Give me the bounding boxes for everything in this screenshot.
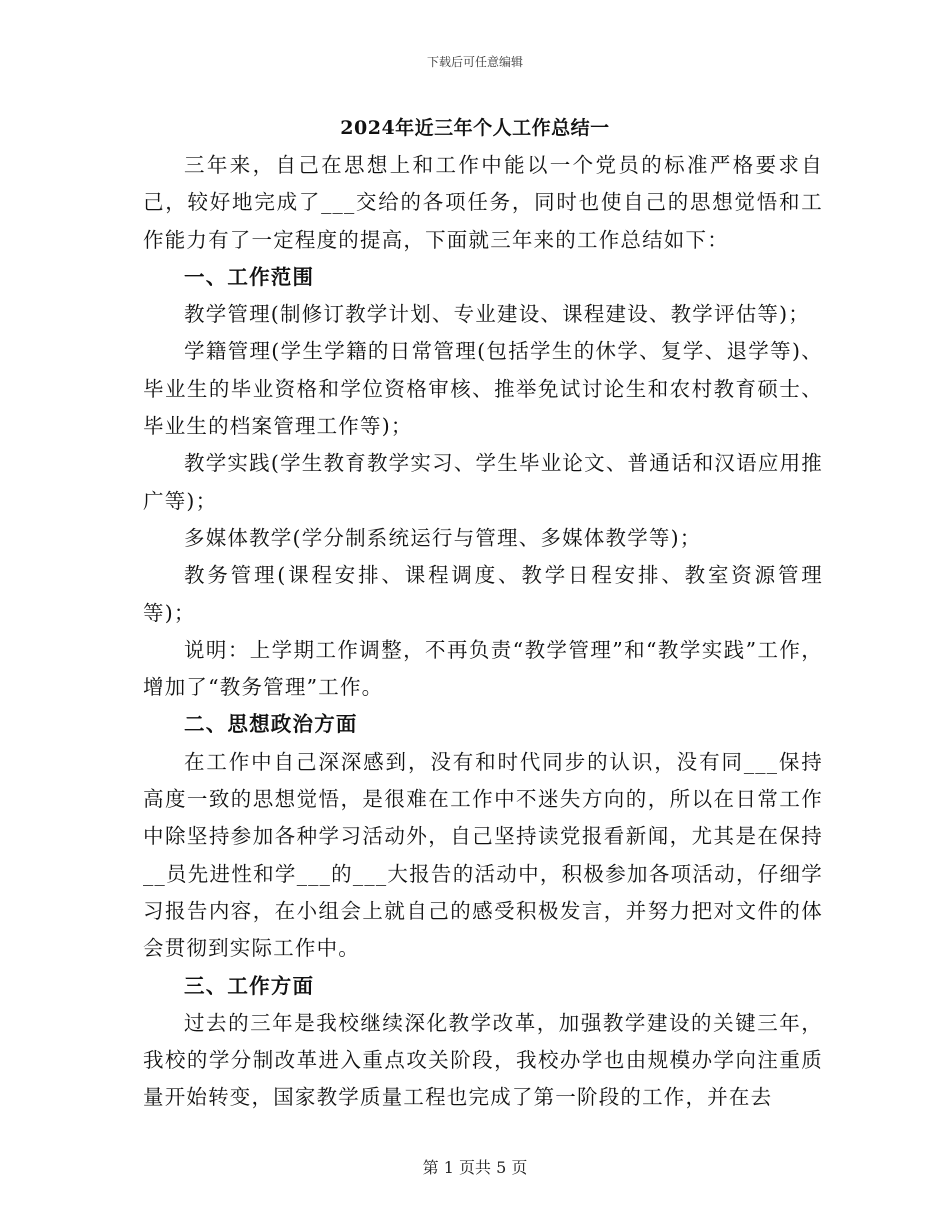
page-header: 下载后可任意编辑 [426,55,523,69]
paragraph-political: 在工作中自己深深感到，没有和时代同步的认识，没有同___保持高度一致的思想觉悟，是很难在工作中不迷失方向的，所以在日常工作中除坚持参加各种学习活动外，自己坚持读党报看新闻，尤其是在保持__员先进性和学___的___大报告的活动中，积极参加各项活动，仔细学习报告内容，在小组会上就自己的感受积极发言，并努力把对文件的体会贯彻到实际工作中。 [143,749,823,961]
section-heading-scope: 一、工作范围 [184,264,315,289]
paragraph-student-records: 学籍管理(学生学籍的日常管理(包括学生的休学、复学、退学等)、毕业生的毕业资格和学位资格审核、推举免试讨论生和农村教育硕士、毕业生的档案管理工作等)； [143,339,823,439]
page-footer: 第 1 页共 5 页 [422,1158,528,1177]
paragraph-academic-affairs: 教务管理(课程安排、课程调度、教学日程安排、教室资源管理等)； [143,563,823,625]
section-heading-political: 二、思想政治方面 [184,712,358,737]
paragraph-teaching-mgmt: 教学管理(制修订教学计划、专业建设、课程建设、教学评估等)； [184,302,810,327]
document-title: 2024年近三年个人工作总结一 [340,117,610,139]
paragraph-intro: 三年来，自己在思想上和工作中能以一个党员的标准严格要求自己，较好地完成了___交给的各项任务，同时也使自己的思想觉悟和工作能力有了一定程度的提高，下面就三年来的工作总结如下： [143,153,823,252]
paragraph-multimedia: 多媒体教学(学分制系统运行与管理、多媒体教学等)； [184,525,702,550]
paragraph-work: 过去的三年是我校继续深化教学改革，加强教学建设的关键三年，我校的学分制改革进入重点攻关阶段，我校办学也由规模办学向注重质量开始转变，国家教学质量工程也完成了第一阶段的工作，并在去 [143,1010,823,1110]
section-heading-work: 三、工作方面 [184,973,315,998]
paragraph-teaching-practice: 教学实践(学生教育教学实习、学生毕业论文、普通话和汉语应用推广等)； [143,451,823,513]
document-body [143,147,823,1117]
paragraph-note: 说明：上学期工作调整，不再负责“教学管理”和“教学实践”工作，增加了“教务管理”工作。 [143,637,823,700]
